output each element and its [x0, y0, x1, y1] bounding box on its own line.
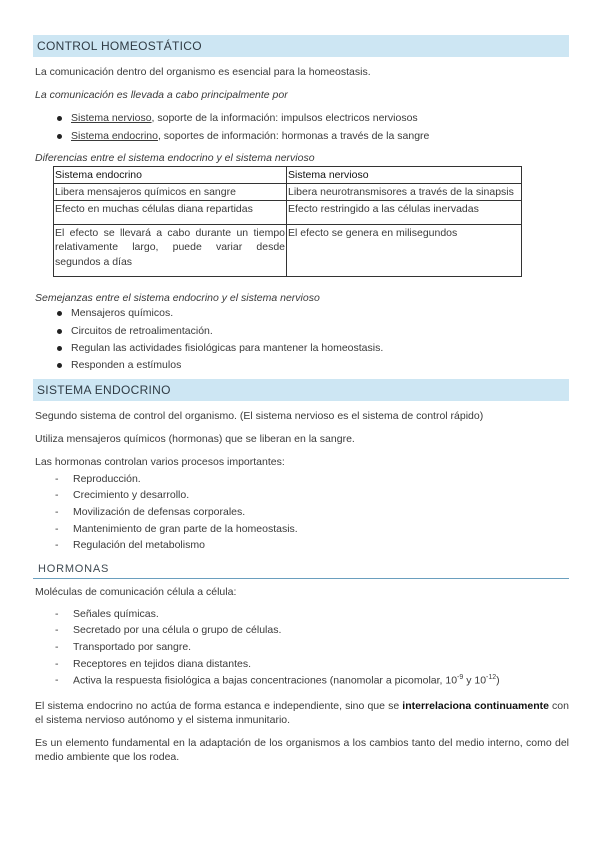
dash-icon: -: [55, 472, 59, 485]
table-header-row: [54, 166, 522, 183]
table-row: [54, 225, 522, 277]
table-cell: Libera mensajeros químicos en sangre: [54, 184, 287, 201]
table-cell: Efecto restringido a las células inervadas: [287, 201, 522, 225]
list-item: - Receptores en tejidos diana distantes.: [55, 657, 252, 670]
list-item: - Regulación del metabolismo: [55, 539, 205, 552]
bullet-icon: [57, 134, 62, 139]
list-item: - Transportado por sangre.: [55, 640, 192, 653]
list-item: - Activa la respuesta fisiológica a bajas concentraciones (nanomolar a picomolar, $10^{-9}$ y $10^{-12}$): [55, 674, 500, 687]
dash-icon: -: [55, 640, 59, 653]
dash-icon: -: [55, 539, 59, 552]
paragraph: Moléculas de comunicación célula a célula:: [35, 586, 237, 599]
hormone-features-list: [33, 607, 569, 688]
similarities-caption: Semejanzas entre el sistema endocrino y el sistema nervioso: [35, 292, 320, 305]
list-item: - Mantenimiento de gran parte de la homeostasis.: [55, 522, 298, 535]
bullet-icon: [57, 116, 62, 121]
table-cell: Libera neurotransmisores a través de la sinapsis: [287, 184, 522, 201]
dash-icon: -: [55, 607, 59, 620]
paragraph: El sistema endocrino no actúa de forma estanca e independiente, sino que se interrelaciona continuamente con el sistema nervioso autónomo y el sistema inmunitario.: [35, 699, 569, 727]
processes-list: [33, 472, 569, 553]
table-cell: El efecto se genera en milisegundos: [287, 225, 522, 277]
list-item: Sistema nervioso, soporte de la información: impulsos electricos nerviosos: [33, 111, 569, 125]
communication-list: [33, 111, 569, 142]
section-heading-hormonas: HORMONAS: [33, 562, 569, 579]
bullet-icon: [57, 363, 62, 368]
table-row: [54, 184, 522, 201]
dash-icon: -: [55, 489, 59, 502]
paragraph: Utiliza mensajeros químicos (hormonas) que se liberan en la sangre.: [35, 433, 355, 446]
list-item: - Secretado por una célula o grupo de células.: [55, 624, 282, 637]
list-item: Sistema endocrino, soportes de información: hormonas a través de la sangre: [33, 129, 569, 143]
table-caption: Diferencias entre el sistema endocrino y el sistema nervioso: [35, 151, 315, 164]
table-cell: Efecto en muchas células diana repartidas: [54, 201, 287, 225]
list-item: Regulan las actividades fisiológicas para mantener la homeostasis.: [33, 341, 569, 355]
dash-icon: -: [55, 624, 59, 637]
list-item: Mensajeros químicos.: [33, 306, 569, 320]
section-heading-control-homeostatico: CONTROL HOMEOSTÁTICO: [33, 35, 569, 57]
list-item: - Crecimiento y desarrollo.: [55, 489, 190, 502]
similarities-list: [33, 306, 569, 372]
list-item: Circuitos de retroalimentación.: [33, 324, 569, 338]
table-header: Sistema nervioso: [287, 166, 522, 183]
dash-icon: -: [55, 657, 59, 670]
paragraph: La comunicación dentro del organismo es esencial para la homeostasis.: [35, 66, 371, 78]
paragraph: Segundo sistema de control del organismo. (El sistema nervioso es el sistema de control rápido): [35, 410, 484, 423]
document-page: [33, 35, 569, 774]
table-cell: El efecto se llevará a cabo durante un tiempo relativamente largo, puede variar desde segundos a días: [54, 225, 287, 277]
table-header: Sistema endocrino: [54, 166, 287, 183]
dash-icon: -: [55, 522, 59, 535]
bullet-icon: [57, 329, 62, 334]
list-item: - Reproducción.: [55, 472, 141, 485]
section-heading-sistema-endocrino: SISTEMA ENDOCRINO: [33, 379, 569, 401]
paragraph: Es un elemento fundamental en la adaptación de los organismos a los cambios tanto del medio interno, como del medio ambiente que los rodea.: [35, 737, 569, 764]
list-item: - Movilización de defensas corporales.: [55, 505, 246, 518]
dash-icon: -: [55, 674, 59, 687]
dash-icon: -: [55, 505, 59, 518]
list-item: - Señales químicas.: [55, 607, 159, 620]
list-item: Responden a estímulos: [33, 358, 569, 372]
paragraph: Las hormonas controlan varios procesos importantes:: [35, 456, 285, 469]
bullet-icon: [57, 311, 62, 316]
table-row: [54, 201, 522, 225]
bullet-icon: [57, 346, 62, 351]
comparison-table: [53, 166, 522, 277]
paragraph-italic: La comunicación es llevada a cabo principalmente por: [35, 89, 288, 102]
